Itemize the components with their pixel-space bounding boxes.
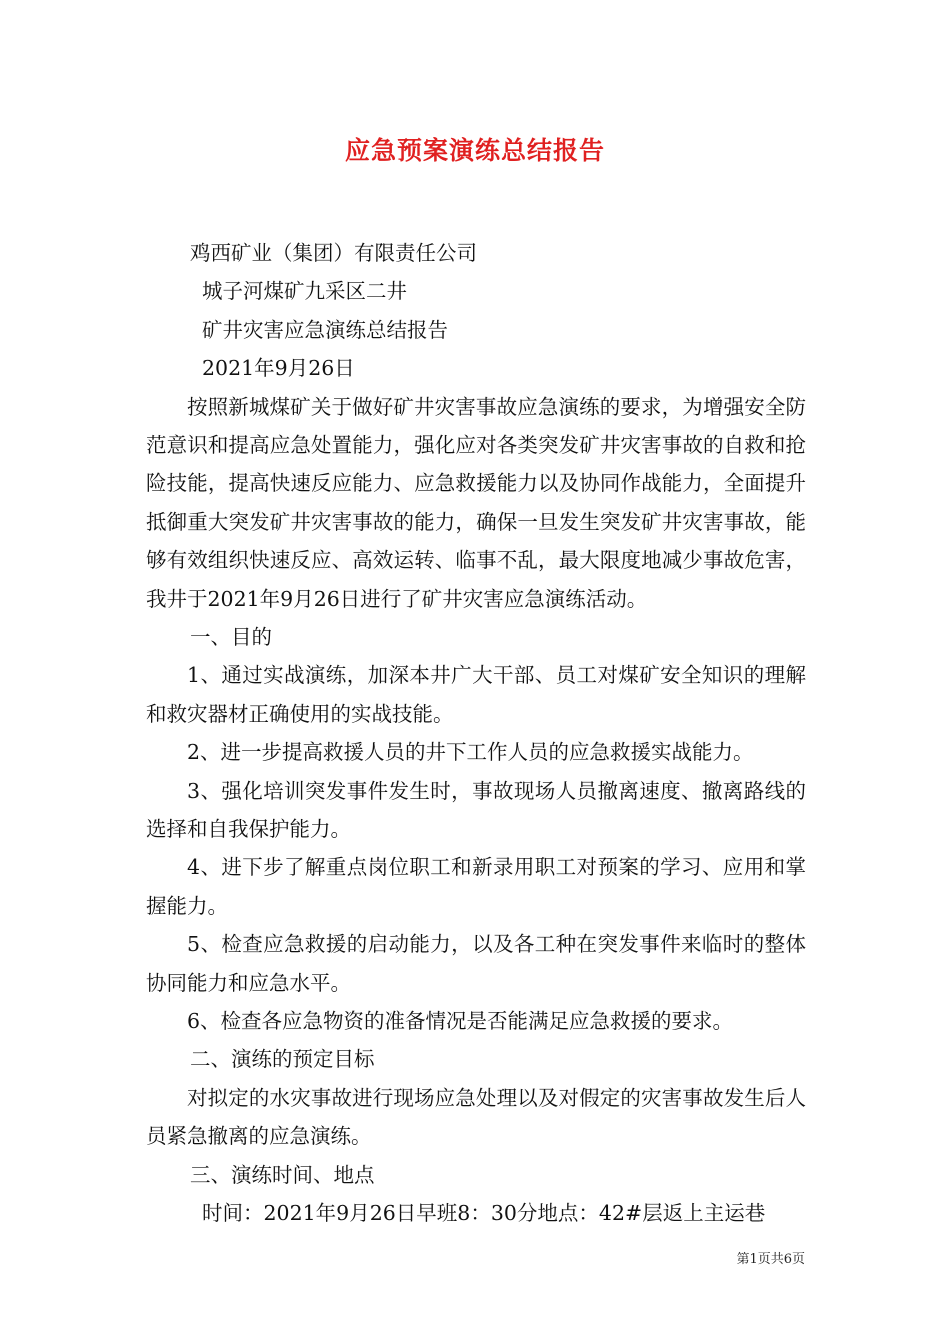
section1-item-4: 4、进下步了解重点岗位职工和新录用职工对预案的学习、应用和掌握能力。 — [146, 855, 806, 918]
section1-item-6: 6、检查各应急物资的准备情况是否能满足应急救援的要求。 — [187, 1009, 734, 1034]
intro-paragraph: 按照新城煤矿关于做好矿井灾害事故应急演练的要求，为增强安全防范意识和提高应急处置能力，强化应对各类突发矿井灾害事故的自救和抢险技能，提高快速反应能力、应急救援能力以及协同作战能力，全面提升抵御重大突发矿井灾害事故的能力，确保一旦发生突发矿井灾害事故，能够有效组织快速反应、高效运转、临事不乱，最大限度地减少事故危害，我井于2021年9月26日进行了矿井灾害应急演练活动。 — [146, 394, 806, 611]
section1-item-5: 5、检查应急救援的启动能力，以及各工种在突发事件来临时的整体协同能力和应急水平。 — [146, 932, 806, 995]
section2-paragraph: 对拟定的水灾事故进行现场应急处理以及对假定的灾害事故发生后人员紧急撤离的应急演练。 — [146, 1085, 806, 1149]
section3-heading: 三、演练时间、地点 — [190, 1162, 375, 1187]
header-line-mine: 城子河煤矿九采区二井 — [202, 279, 407, 304]
section1-item-2: 2、进一步提高救援人员的井下工作人员的应急救援实战能力。 — [187, 740, 754, 765]
document-body — [146, 234, 806, 1232]
header-line-report-name: 矿井灾害应急演练总结报告 — [202, 317, 448, 342]
page-number-footer: 第1页共6页 — [736, 1252, 805, 1267]
header-line-date: 2021年9月26日 — [202, 356, 355, 381]
section1-item-1: 1、通过实战演练，加深本井广大干部、员工对煤矿安全知识的理解和救灾器材正确使用的实战技能。 — [146, 663, 806, 726]
header-line-company: 鸡西矿业（集团）有限责任公司 — [190, 241, 477, 265]
document-title: 应急预案演练总结报告 — [344, 136, 605, 165]
section1-item-3: 3、强化培训突发事件发生时，事故现场人员撤离速度、撤离路线的选择和自我保护能力。 — [146, 778, 806, 842]
section2-heading: 二、演练的预定目标 — [190, 1047, 375, 1072]
section1-heading: 一、目的 — [190, 625, 272, 649]
section3-time-location: 时间：2021年9月26日早班8：30分地点：42#层返上主运巷 — [202, 1201, 766, 1226]
